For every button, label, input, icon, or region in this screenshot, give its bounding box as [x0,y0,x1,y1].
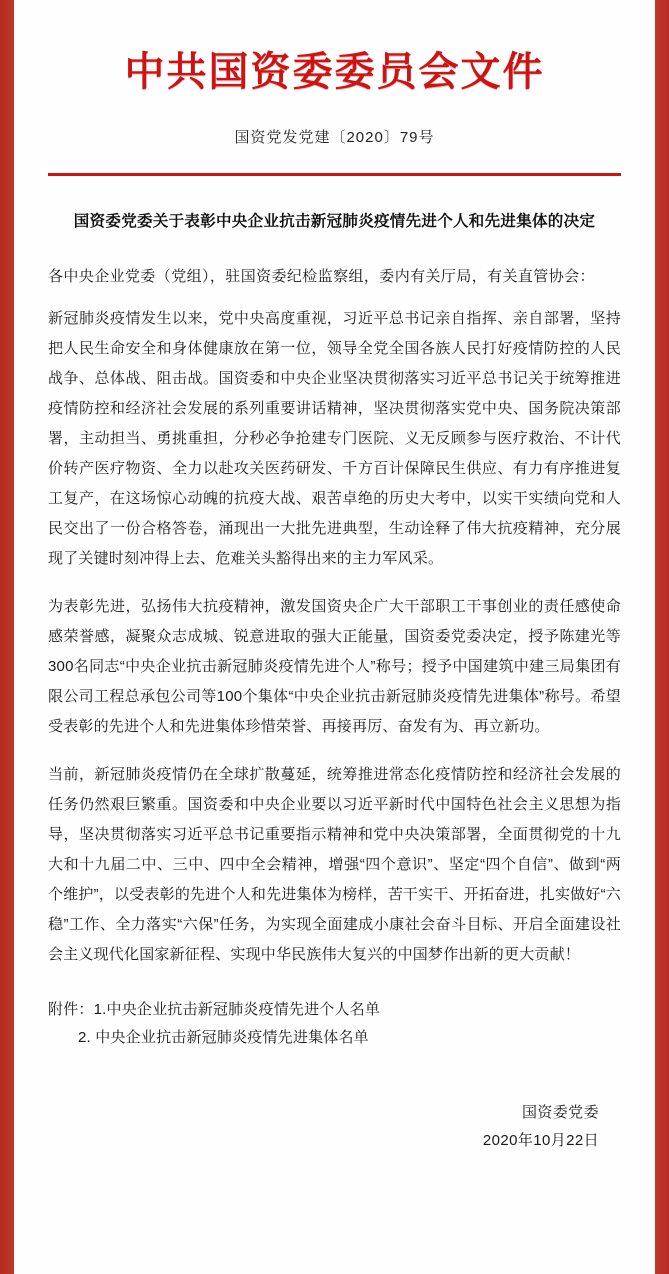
signature-organization: 国资委党委 [521,1103,599,1121]
red-divider-rule [48,173,621,176]
signature-date: 2020年10月22日 [482,1132,599,1150]
attachment-line-1: 附件：1.中央企业抗击新冠肺炎疫情先进个人名单 [48,1000,381,1018]
body-paragraph-1: 新冠肺炎疫情发生以来，党中央高度重视，习近平总书记亲自指挥、亲自部署，坚持把人民生命安全和身体健康放在第一位，领导全党全国各族人民打好疫情防控的人民战争、总体战、阻击战。国资委和中央企业坚决贯彻落实习近平总书记关于统筹推进疫情防控和经济社会发展的系列重要讲话精神，坚决贯彻落实党中央、国务院决策部署，主动担当、勇挑重担，分秒必争抢建专门医院、义无反顾参与医疗救治、不计代价转产医疗物资、全力以赴攻关医药研发、千方百计保障民生供应、有力有序推进复工复产，在这场惊心动魄的抗疫大战、艰苦卓绝的历史大考中，以实干实绩向党和人民交出了一份合格答卷，涌现出一大批先进典型，生动诠释了伟大抗疫精神，充分展现了关键时刻冲得上去、危难关头豁得出来的主力军风采。 [48,309,621,567]
body-paragraph-2: 为表彰先进，弘扬伟大抗疫精神，激发国资央企广大干部职工干事创业的责任感使命感荣誉感，凝聚众志成城、锐意进取的强大正能量，国资委党委决定，授予陈建光等300名同志“中央企业抗击新冠肺炎疫情先进个人”称号；授予中国建筑中建三局集团有限公司工程总承包公司等100个集体“中央企业抗击新冠肺炎疫情先进集体”称号。希望受表彰的先进个人和先进集体珍惜荣誉、再接再厉、奋发有为、再立新功。 [48,597,621,735]
document-salutation: 各中央企业党委（党组），驻国资委纪检监察组，委内有关厅局，有关直管协会： [48,267,595,285]
attachment-list [48,996,621,1053]
body-paragraph-3: 当前，新冠肺炎疫情仍在全球扩散蔓延，统筹推进常态化疫情防控和经济社会发展的任务仍然艰巨繁重。国资委和中央企业要以习近平新时代中国特色社会主义思想为指导，坚决贯彻落实习近平总书记重要指示精神和党中央决策部署，全面贯彻党的十九大和十九届二中、三中、四中全会精神，增强“四个意识”、坚定“四个自信”、做到“两个维护”，以受表彰的先进个人和先进集体为榜样，苦干实干、开拓奋进，扎实做好“六稳”工作、全力落实“六保”任务，为实现全面建成小康社会奋斗目标、开启全面建设社会主义现代化国家新征程、实现中华民族伟大复兴的中国梦作出新的更大贡献！ [48,765,621,963]
document-sheet [14,0,655,1274]
document-number: 国资党发党建〔2020〕79号 [234,129,435,146]
signature-block [48,1099,621,1156]
document-title: 中共国资委委员会文件 [124,48,545,95]
document-subject: 国资委党委关于表彰中央企业抗击新冠肺炎疫情先进个人和先进集体的决定 [73,213,596,230]
attachment-line-2: 2. 中央企业抗击新冠肺炎疫情先进集体名单 [78,1029,369,1047]
